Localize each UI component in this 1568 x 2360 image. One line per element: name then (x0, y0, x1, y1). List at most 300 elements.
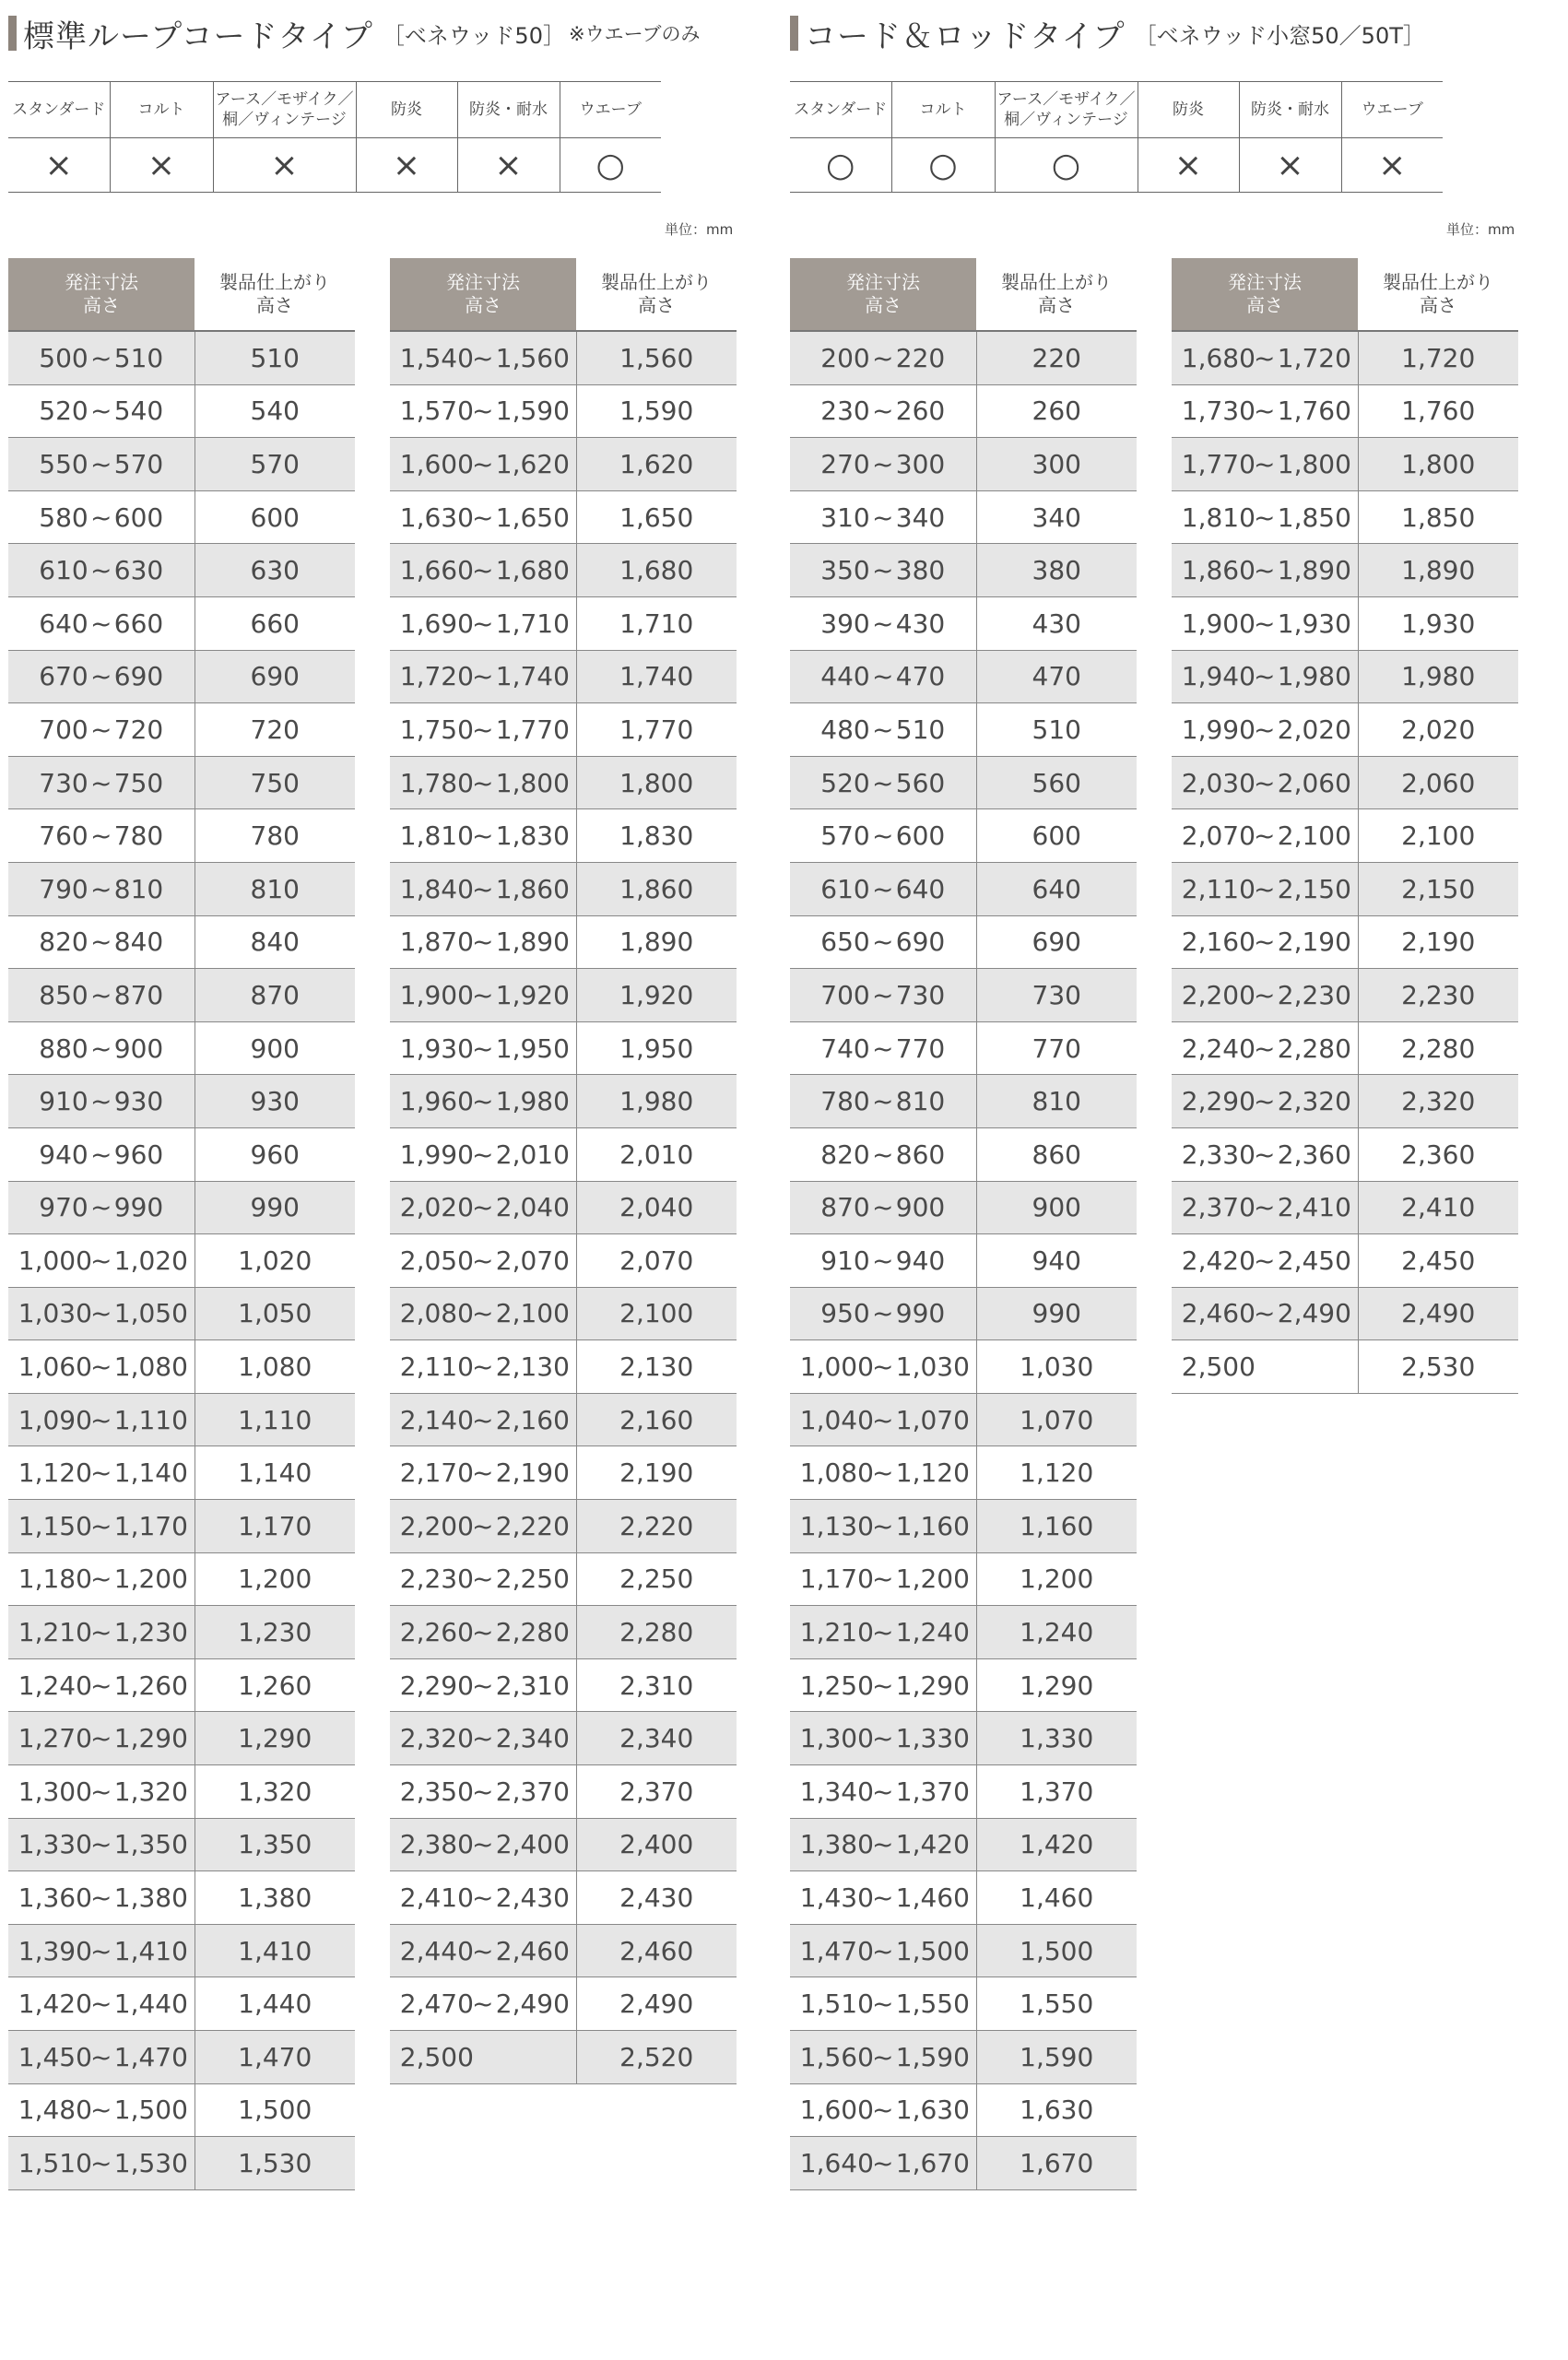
size-row (390, 490, 737, 544)
size-row (390, 1446, 737, 1500)
section-cord-rod (790, 0, 1546, 2360)
order-size-range (790, 1181, 976, 1234)
order-size-range (390, 1021, 576, 1075)
order-size-min: 1,030 (18, 1298, 92, 1329)
order-size-max: 900 (895, 1192, 946, 1223)
order-size-min: 1,250 (799, 1670, 874, 1701)
order-size-min: 480 (820, 714, 870, 745)
size-row (8, 1765, 355, 1819)
order-size-range (790, 544, 976, 597)
size-row (1172, 1340, 1518, 1394)
availability-header: スタンダード (8, 82, 110, 138)
order-size-min: 1,150 (18, 1510, 92, 1541)
availability-mark: ○ (995, 138, 1138, 193)
order-size-range (790, 1552, 976, 1606)
size-row (8, 1658, 355, 1712)
size-row (790, 2031, 1137, 2084)
order-size-min: 1,990 (1181, 714, 1256, 745)
order-size-min: 870 (820, 1192, 870, 1223)
size-row (390, 1977, 737, 2031)
order-size-max: 2,340 (495, 1723, 570, 1754)
range-separator: ~ (1254, 555, 1276, 586)
range-separator: ~ (1254, 873, 1276, 904)
size-row (790, 1552, 1137, 1606)
title-note: ※ウエーブのみ (568, 23, 701, 45)
size-row (790, 2083, 1137, 2137)
order-size-min: 520 (39, 395, 88, 427)
order-size-range (390, 1606, 576, 1659)
order-size-range (8, 1658, 195, 1712)
finished-height: 810 (195, 862, 355, 915)
order-size-min: 1,080 (799, 1457, 874, 1489)
size-row (790, 1234, 1137, 1288)
order-size-range (390, 1552, 576, 1606)
finished-height: 1,980 (576, 1075, 737, 1128)
order-size-max: 2,360 (1277, 1139, 1351, 1170)
size-row (790, 490, 1137, 544)
order-size-max: 930 (113, 1086, 164, 1117)
order-size-range (390, 1871, 576, 1925)
order-size-range (790, 1871, 976, 1925)
order-size-max: 870 (113, 979, 164, 1010)
order-size-range (790, 596, 976, 650)
order-size-max: 1,470 (113, 2041, 188, 2072)
range-separator: ~ (472, 1351, 494, 1383)
range-separator: ~ (872, 502, 894, 533)
order-size-min: 2,080 (399, 1298, 474, 1329)
range-separator: ~ (90, 1086, 112, 1117)
finished-height: 2,400 (576, 1818, 737, 1871)
order-size-range (8, 1606, 195, 1659)
size-row (790, 1075, 1137, 1128)
size-row (1172, 384, 1518, 438)
range-separator: ~ (872, 1670, 894, 1701)
order-size-range (790, 1340, 976, 1394)
order-size-min: 880 (39, 1032, 88, 1064)
range-separator: ~ (1254, 1086, 1276, 1117)
range-separator: ~ (472, 1032, 494, 1064)
order-size-min: 1,000 (799, 1351, 874, 1383)
size-row (790, 862, 1137, 915)
range-separator: ~ (472, 1670, 494, 1701)
order-size-max: 1,200 (895, 1564, 970, 1595)
size-row (1172, 650, 1518, 703)
title-accent-bar (790, 16, 798, 51)
order-size-min: 1,720 (399, 661, 474, 692)
size-row (390, 1340, 737, 1394)
range-separator: ~ (472, 342, 494, 373)
size-row (8, 1871, 355, 1925)
order-size-max: 470 (895, 661, 946, 692)
order-size-range (390, 1234, 576, 1288)
availability-mark: × (457, 138, 560, 193)
order-size-range (390, 1127, 576, 1181)
order-size-range (790, 1712, 976, 1765)
order-size-range (390, 1500, 576, 1553)
order-size-max: 1,620 (495, 448, 570, 479)
availability-header: ウエーブ (560, 82, 661, 138)
order-size-min: 790 (39, 873, 88, 904)
size-row (1172, 544, 1518, 597)
size-row (790, 2137, 1137, 2190)
order-size-max: 1,890 (495, 926, 570, 958)
order-size-range (390, 915, 576, 969)
range-separator: ~ (1254, 767, 1276, 798)
order-size-max: 2,020 (1277, 714, 1351, 745)
size-row (8, 1446, 355, 1500)
range-separator: ~ (472, 1882, 494, 1914)
finished-height: 1,440 (195, 1977, 355, 2031)
finished-height: 1,800 (1358, 438, 1518, 491)
order-size-range (1172, 1234, 1358, 1288)
finished-height: 1,460 (976, 1871, 1137, 1925)
finished-height: 2,130 (576, 1340, 737, 1394)
order-size-range (1172, 1340, 1358, 1394)
order-size-max: 2,190 (495, 1457, 570, 1489)
range-separator: ~ (1254, 661, 1276, 692)
finished-height: 1,320 (195, 1765, 355, 1819)
size-row (8, 2083, 355, 2137)
order-size-min: 970 (39, 1192, 88, 1223)
finished-height: 1,470 (195, 2031, 355, 2084)
finished-height: 1,590 (976, 2031, 1137, 2084)
order-size-min: 1,570 (399, 395, 474, 427)
order-size-max: 2,370 (495, 1776, 570, 1807)
finished-height: 1,120 (976, 1446, 1137, 1500)
order-size-max: 990 (895, 1298, 946, 1329)
range-separator: ~ (872, 820, 894, 852)
order-size-range (8, 809, 195, 863)
range-separator: ~ (90, 1935, 112, 1966)
order-size-max: 720 (113, 714, 164, 745)
size-row (1172, 862, 1518, 915)
order-size-range (8, 703, 195, 757)
order-size-range (1172, 544, 1358, 597)
order-size-max: 2,460 (495, 1935, 570, 1966)
order-size-range (790, 1606, 976, 1659)
finished-height: 1,860 (576, 862, 737, 915)
section-title (8, 15, 701, 55)
order-size-header: 発注寸法 高さ (390, 258, 576, 331)
range-separator: ~ (90, 1351, 112, 1383)
order-size-min: 1,900 (1181, 608, 1256, 639)
order-size-range (790, 1977, 976, 2031)
range-separator (1252, 1351, 1278, 1382)
range-separator: ~ (90, 2094, 112, 2126)
order-size-max: 2,310 (495, 1670, 570, 1701)
size-row (8, 1181, 355, 1234)
range-separator: ~ (1254, 502, 1276, 533)
size-row (790, 384, 1137, 438)
order-size-range (790, 703, 976, 757)
range-separator: ~ (472, 1245, 494, 1276)
availability-header: コルト (891, 82, 995, 138)
order-size-min: 2,460 (1181, 1298, 1256, 1329)
size-row (8, 1606, 355, 1659)
order-size-max: 2,190 (1277, 926, 1351, 958)
order-size-range (8, 596, 195, 650)
order-size-max: 1,350 (113, 1829, 188, 1860)
order-size-max: 1,800 (1277, 448, 1351, 479)
range-separator: ~ (472, 1829, 494, 1860)
finished-height: 1,260 (195, 1658, 355, 1712)
order-size-min: 1,090 (18, 1404, 92, 1435)
order-size-max: 510 (113, 342, 164, 373)
order-size-range (790, 862, 976, 915)
finished-height: 1,890 (1358, 544, 1518, 597)
order-size-range (8, 1181, 195, 1234)
finished-height: 380 (976, 544, 1137, 597)
availability-header: 防炎 (356, 82, 457, 138)
size-row (790, 1127, 1137, 1181)
availability-mark: ○ (790, 138, 891, 193)
order-size-range (390, 384, 576, 438)
finished-height: 810 (976, 1075, 1137, 1128)
order-size-min: 2,140 (399, 1404, 474, 1435)
order-size-max: 1,590 (495, 395, 570, 427)
order-size-max: 1,260 (113, 1670, 188, 1701)
range-separator: ~ (872, 979, 894, 1010)
order-size-range (390, 756, 576, 809)
order-size-range (790, 490, 976, 544)
order-size-min: 1,770 (1181, 448, 1256, 479)
size-row (1172, 596, 1518, 650)
order-size-min: 760 (39, 820, 88, 852)
order-size-min: 1,640 (799, 2147, 874, 2178)
range-separator: ~ (90, 1723, 112, 1754)
order-size-min: 780 (820, 1086, 870, 1117)
size-row (8, 915, 355, 969)
availability-header: コルト (110, 82, 213, 138)
order-size-range (390, 1446, 576, 1500)
order-size-max: 2,070 (495, 1245, 570, 1276)
range-separator: ~ (872, 1829, 894, 1860)
order-size-min: 1,750 (399, 714, 474, 745)
finished-height: 2,040 (576, 1181, 737, 1234)
order-size-range (1172, 384, 1358, 438)
finished-height: 2,230 (1358, 969, 1518, 1022)
order-size-min: 1,540 (399, 342, 474, 373)
size-row (8, 1287, 355, 1340)
range-separator: ~ (1254, 820, 1276, 852)
order-size-max: 2,100 (1277, 820, 1351, 852)
finished-height: 1,670 (976, 2137, 1137, 2190)
size-table (8, 258, 355, 2190)
order-size-range (790, 1127, 976, 1181)
range-separator: ~ (872, 926, 894, 958)
finished-height: 630 (195, 544, 355, 597)
finished-height: 1,110 (195, 1393, 355, 1446)
order-size-max: 1,980 (495, 1086, 570, 1117)
size-row (8, 438, 355, 491)
title-model: ［ベネウッド50］ (382, 22, 565, 49)
order-size-max: 1,800 (495, 767, 570, 798)
finished-height: 770 (976, 1021, 1137, 1075)
order-size-max (1278, 1351, 1348, 1382)
size-row (8, 1712, 355, 1765)
order-size-min: 2,370 (1181, 1192, 1256, 1223)
size-row (390, 1075, 737, 1128)
range-separator: ~ (472, 1404, 494, 1435)
availability-header: ウエーブ (1341, 82, 1443, 138)
section-loop-cord (8, 0, 755, 2360)
order-size-min: 910 (39, 1086, 88, 1117)
order-size-range (790, 1287, 976, 1340)
size-row (790, 438, 1137, 491)
order-size-range (390, 544, 576, 597)
size-row (390, 1393, 737, 1446)
order-size-min: 1,960 (399, 1086, 474, 1117)
order-size-max: 560 (895, 767, 946, 798)
finished-height: 1,420 (976, 1818, 1137, 1871)
order-size-min: 2,320 (399, 1723, 474, 1754)
order-size-min: 1,390 (18, 1935, 92, 1966)
size-row (8, 1075, 355, 1128)
order-size-max: 1,550 (895, 1988, 970, 2020)
finished-height: 1,980 (1358, 650, 1518, 703)
order-size-range (1172, 1127, 1358, 1181)
range-separator: ~ (1254, 448, 1276, 479)
order-size-max: 690 (895, 926, 946, 958)
order-size-max: 990 (113, 1192, 164, 1223)
order-size-range (8, 1021, 195, 1075)
order-size-min: 950 (820, 1298, 870, 1329)
finished-height: 1,550 (976, 1977, 1137, 2031)
order-size-min: 610 (820, 873, 870, 904)
order-size-min: 2,240 (1181, 1032, 1256, 1064)
range-separator: ~ (90, 395, 112, 427)
order-size-max: 1,290 (113, 1723, 188, 1754)
size-row (8, 490, 355, 544)
range-separator: ~ (872, 1032, 894, 1064)
order-size-max: 1,020 (113, 1245, 188, 1276)
range-separator: ~ (872, 1404, 894, 1435)
size-row (8, 862, 355, 915)
range-separator: ~ (90, 1564, 112, 1595)
order-size-max: 1,230 (113, 1617, 188, 1648)
finished-height: 340 (976, 490, 1137, 544)
finished-height: 1,020 (195, 1234, 355, 1288)
order-size-min: 730 (39, 767, 88, 798)
order-size-max: 660 (113, 608, 164, 639)
order-size-min: 1,040 (799, 1404, 874, 1435)
availability-mark: × (1138, 138, 1239, 193)
order-size-min: 2,350 (399, 1776, 474, 1807)
finished-height: 2,340 (576, 1712, 737, 1765)
range-separator: ~ (90, 502, 112, 533)
range-separator: ~ (90, 1192, 112, 1223)
order-size-max: 2,400 (495, 1829, 570, 1860)
range-separator: ~ (90, 1404, 112, 1435)
finished-height: 2,060 (1358, 756, 1518, 809)
size-row (1172, 1287, 1518, 1340)
order-size-min: 2,330 (1181, 1139, 1256, 1170)
order-size-max: 540 (113, 395, 164, 427)
finished-height: 1,830 (576, 809, 737, 863)
finished-height: 1,680 (576, 544, 737, 597)
range-separator: ~ (472, 661, 494, 692)
order-size-range (790, 1021, 976, 1075)
finished-height: 2,450 (1358, 1234, 1518, 1288)
order-size-min: 640 (39, 608, 88, 639)
range-separator: ~ (472, 1935, 494, 1966)
order-size-range (390, 490, 576, 544)
range-separator: ~ (90, 608, 112, 639)
order-size-max: 780 (113, 820, 164, 852)
order-size-max: 2,220 (495, 1510, 570, 1541)
order-size-max: 1,630 (895, 2094, 970, 2126)
finished-height: 1,630 (976, 2083, 1137, 2137)
range-separator: ~ (472, 1617, 494, 1648)
size-row (390, 438, 737, 491)
order-size-min: 1,360 (18, 1882, 92, 1914)
order-size-min: 1,270 (18, 1723, 92, 1754)
finished-height: 2,460 (576, 1924, 737, 1977)
range-separator: ~ (1254, 1298, 1276, 1329)
range-separator: ~ (1254, 979, 1276, 1010)
availability-mark: ○ (891, 138, 995, 193)
order-size-range (8, 1924, 195, 1977)
order-size-max: 690 (113, 661, 164, 692)
order-size-max: 300 (895, 448, 946, 479)
size-row (390, 1234, 737, 1288)
order-size-min: 820 (39, 926, 88, 958)
range-separator: ~ (1254, 714, 1276, 745)
range-separator: ~ (472, 714, 494, 745)
finished-height: 1,850 (1358, 490, 1518, 544)
size-row (390, 703, 737, 757)
finished-height: 930 (195, 1075, 355, 1128)
finished-height: 1,500 (195, 2083, 355, 2137)
finished-height: 730 (976, 969, 1137, 1022)
order-size-range (8, 384, 195, 438)
finished-height: 1,950 (576, 1021, 737, 1075)
finished-height: 560 (976, 756, 1137, 809)
order-size-max: 1,120 (895, 1457, 970, 1489)
order-size-range (1172, 331, 1358, 384)
finished-height: 2,430 (576, 1871, 737, 1925)
finished-height-header: 製品仕上がり 高さ (976, 258, 1137, 331)
order-size-range (1172, 756, 1358, 809)
order-size-min: 2,500 (1181, 1351, 1256, 1383)
range-separator (470, 2042, 496, 2072)
order-size-min: 1,560 (799, 2041, 874, 2072)
size-row (390, 1021, 737, 1075)
availability-header: アース／モザイク／ 桐／ヴィンテージ (213, 82, 356, 138)
finished-height: 430 (976, 596, 1137, 650)
range-separator: ~ (872, 2041, 894, 2072)
order-size-range (8, 1446, 195, 1500)
order-size-min: 940 (39, 1139, 88, 1170)
size-row (1172, 1234, 1518, 1288)
finished-height: 1,070 (976, 1393, 1137, 1446)
order-size-range (1172, 438, 1358, 491)
finished-height: 2,490 (576, 1977, 737, 2031)
order-size-range (8, 1765, 195, 1819)
order-size-min: 1,860 (1181, 555, 1256, 586)
finished-height: 1,080 (195, 1340, 355, 1394)
size-row (790, 331, 1137, 384)
size-row (390, 1765, 737, 1819)
size-row (790, 1021, 1137, 1075)
order-size-range (790, 1075, 976, 1128)
size-row (390, 862, 737, 915)
finished-height: 750 (195, 756, 355, 809)
finished-height: 1,200 (976, 1552, 1137, 1606)
order-size-header: 発注寸法 高さ (1172, 258, 1358, 331)
finished-height: 2,410 (1358, 1181, 1518, 1234)
range-separator: ~ (90, 1617, 112, 1648)
